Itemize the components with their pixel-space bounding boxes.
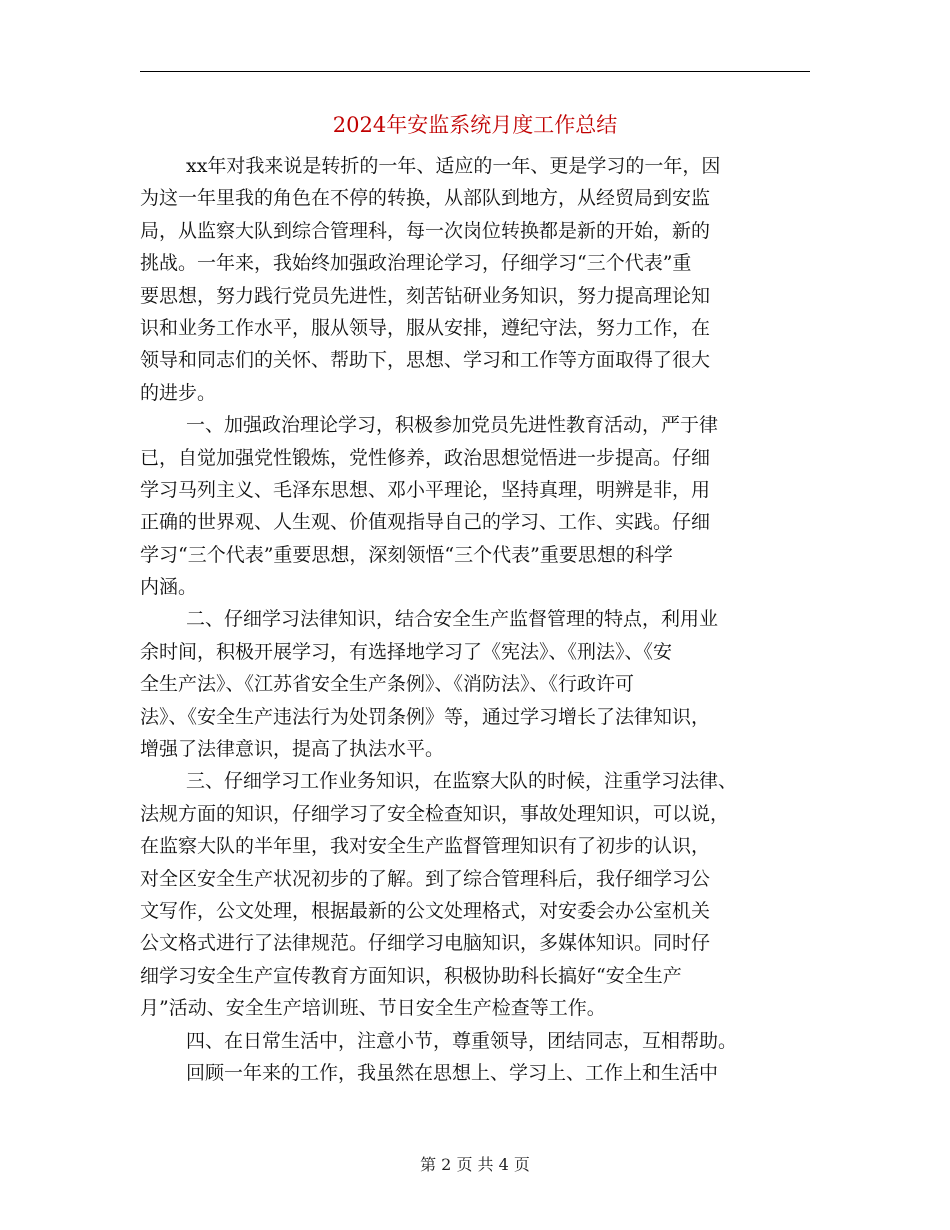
body-line: 细学习安全生产宣传教育方面知识，积极协助科长搞好“安全生产	[140, 964, 682, 987]
body-line: 为这一年里我的角色在不停的转换，从部队到地方，从经贸局到安监	[140, 187, 711, 210]
body-line: 增强了法律意识，提高了执法水平。	[140, 738, 445, 761]
body-line: 领导和同志们的关怀、帮助下，思想、学习和工作等方面取得了很大	[140, 349, 711, 372]
body-line: 识和业务工作水平，服从领导，服从安排，遵纪守法，努力工作，在	[140, 316, 711, 339]
body-line: 正确的世界观、人生观、价值观指导自己的学习、工作、实践。仔细	[140, 511, 711, 534]
document-title: 2024年安监系统月度工作总结	[332, 113, 618, 137]
body-line: xx年对我来说是转折的一年、适应的一年、更是学习的一年，因	[186, 155, 721, 177]
body-line: 二、仔细学习法律知识，结合安全生产监督管理的特点，利用业	[186, 608, 719, 631]
body-line: 学习“三个代表”重要思想，深刻领悟“三个代表”重要思想的科学	[140, 543, 673, 566]
document-body	[140, 150, 810, 1089]
body-line: 四、在日常生活中，注意小节，尊重领导，团结同志，互相帮助。	[186, 1029, 738, 1052]
body-line: 内涵。	[140, 576, 198, 599]
header-rule	[140, 71, 810, 72]
body-line: 公文格式进行了法律规范。仔细学习电脑知识，多媒体知识。同时仔	[140, 932, 711, 955]
body-line: 局，从监察大队到综合管理科，每一次岗位转换都是新的开始，新的	[140, 219, 711, 242]
body-line: 文写作，公文处理，根据最新的公文处理格式，对安委会办公室机关	[140, 899, 711, 922]
body-line: 回顾一年来的工作，我虽然在思想上、学习上、工作上和生活中	[186, 1061, 719, 1084]
page-number: 第 2 页 共 4 页	[420, 1155, 530, 1174]
body-line: 法规方面的知识，仔细学习了安全检查知识，事故处理知识，可以说，	[140, 802, 730, 825]
body-line: 学习马列主义、毛泽东思想、邓小平理论，坚持真理，明辨是非，用	[140, 478, 711, 501]
body-line: 三、仔细学习工作业务知识，在监察大队的时候，注重学习法律、	[186, 770, 738, 793]
body-line: 的进步。	[140, 381, 217, 404]
body-line: 月”活动、安全生产培训班、节日安全生产检查等工作。	[140, 997, 606, 1020]
body-line: 对全区安全生产状况初步的了解。到了综合管理科后，我仔细学习公	[140, 867, 711, 890]
body-line: 要思想，努力践行党员先进性，刻苦钻研业务知识，努力提高理论知	[140, 284, 711, 307]
body-line: 余时间，积极开展学习，有选择地学习了《宪法》、《刑法》、《安	[140, 640, 673, 663]
body-line: 一、加强政治理论学习，积极参加党员先进性教育活动，严于律	[186, 414, 719, 437]
body-line: 已，自觉加强党性锻炼，党性修养，政治思想觉悟进一步提高。仔细	[140, 446, 711, 469]
body-line: 挑战。一年来，我始终加强政治理论学习，仔细学习“三个代表”重	[140, 252, 692, 275]
body-line: 全生产法》、《江苏省安全生产条例》、《消防法》、《行政许可	[140, 673, 635, 696]
body-line: 法》、《安全生产违法行为处罚条例》等，通过学习增长了法律知识，	[140, 705, 711, 728]
body-line: 在监察大队的半年里，我对安全生产监督管理知识有了初步的认识，	[140, 835, 711, 858]
